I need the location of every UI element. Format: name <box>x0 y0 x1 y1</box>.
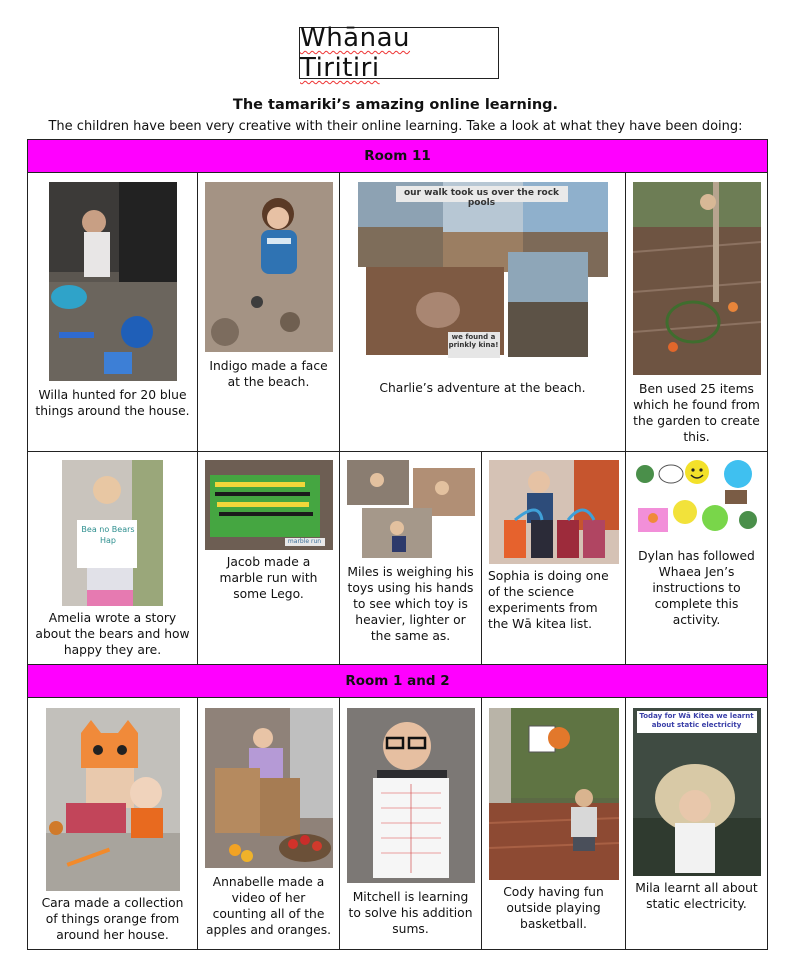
entry-cara <box>28 698 198 950</box>
caption-annabelle: Annabelle made a video of her counting all of the apples and oranges. <box>205 875 332 937</box>
caption-willa: Willa hunted for 20 blue things around the house. <box>35 388 190 418</box>
caption-cody: Cody having fun outside playing basketball. <box>503 885 604 931</box>
photo-charlie <box>358 182 608 360</box>
photo-miles <box>347 460 475 560</box>
caption-charlie: Charlie’s adventure at the beach. <box>379 381 586 395</box>
entry-ben <box>626 173 768 452</box>
room-1-2-label: Room 1 and 2 <box>345 673 450 689</box>
photo-jacob <box>205 460 333 550</box>
room-1-2-header <box>28 665 768 698</box>
photo-sophia <box>489 460 619 564</box>
entry-sophia <box>482 452 626 665</box>
photo-cara <box>46 708 180 891</box>
entry-mitchell <box>340 698 482 950</box>
caption-cara: Cara made a collection of things orange from around her house. <box>41 896 184 942</box>
caption-dylan: Dylan has followed Whaea Jen’s instructions to complete this activity. <box>638 549 755 627</box>
photo-mila <box>633 708 761 876</box>
entry-jacob <box>198 452 340 665</box>
amelia-sign: Bea no Bears Hap <box>81 525 135 545</box>
photo-cody <box>489 708 619 880</box>
entry-dylan <box>626 452 768 665</box>
entry-annabelle <box>198 698 340 950</box>
caption-ben: Ben used 25 items which he found from the garden to create this. <box>633 382 760 444</box>
entry-mila <box>626 698 768 950</box>
entry-charlie <box>340 173 626 452</box>
photo-annabelle <box>205 708 333 868</box>
caption-jacob: Jacob made a marble run with some Lego. <box>219 555 318 601</box>
jacob-label: marble run <box>287 538 322 545</box>
caption-mitchell: Mitchell is learning to solve his addition sums. <box>348 890 473 936</box>
caption-amelia: Amelia wrote a story about the bears and how happy they are. <box>35 611 190 657</box>
room-11-label: Room 11 <box>364 148 431 164</box>
entry-amelia <box>28 452 198 665</box>
mila-banner: Today for Wā Kitea we learnt about static electricity <box>639 712 754 729</box>
entry-miles <box>340 452 482 665</box>
title-box <box>299 23 499 83</box>
activity-grid <box>27 139 768 950</box>
photo-amelia <box>62 460 163 606</box>
charlie-note: we found a prinkly kina! <box>448 333 499 349</box>
room-11-header <box>28 140 768 173</box>
entry-cody <box>482 698 626 950</box>
photo-mitchell <box>347 708 475 883</box>
entry-indigo <box>198 173 340 452</box>
charlie-banner: our walk took us over the rock pools <box>403 188 560 208</box>
photo-indigo <box>205 182 333 352</box>
caption-indigo: Indigo made a face at the beach. <box>209 359 328 389</box>
photo-ben <box>633 182 761 375</box>
entry-willa <box>28 173 198 452</box>
page-title: Whānau Tiritiri <box>300 23 411 83</box>
page-heading: The tamariki’s amazing online learning. <box>232 97 559 113</box>
photo-dylan <box>633 460 761 538</box>
page-subheading: The children have been very creative with their online learning. Take a look at what they have been doing: <box>48 119 743 134</box>
caption-sophia: Sophia is doing one of the science experiments from the Wā kitea list. <box>488 569 609 631</box>
caption-miles: Miles is weighing his toys using his hands to see which toy is heavier, lighter or the same as. <box>347 565 474 643</box>
photo-willa <box>49 182 177 381</box>
caption-mila: Mila learnt all about static electricity. <box>635 881 758 911</box>
